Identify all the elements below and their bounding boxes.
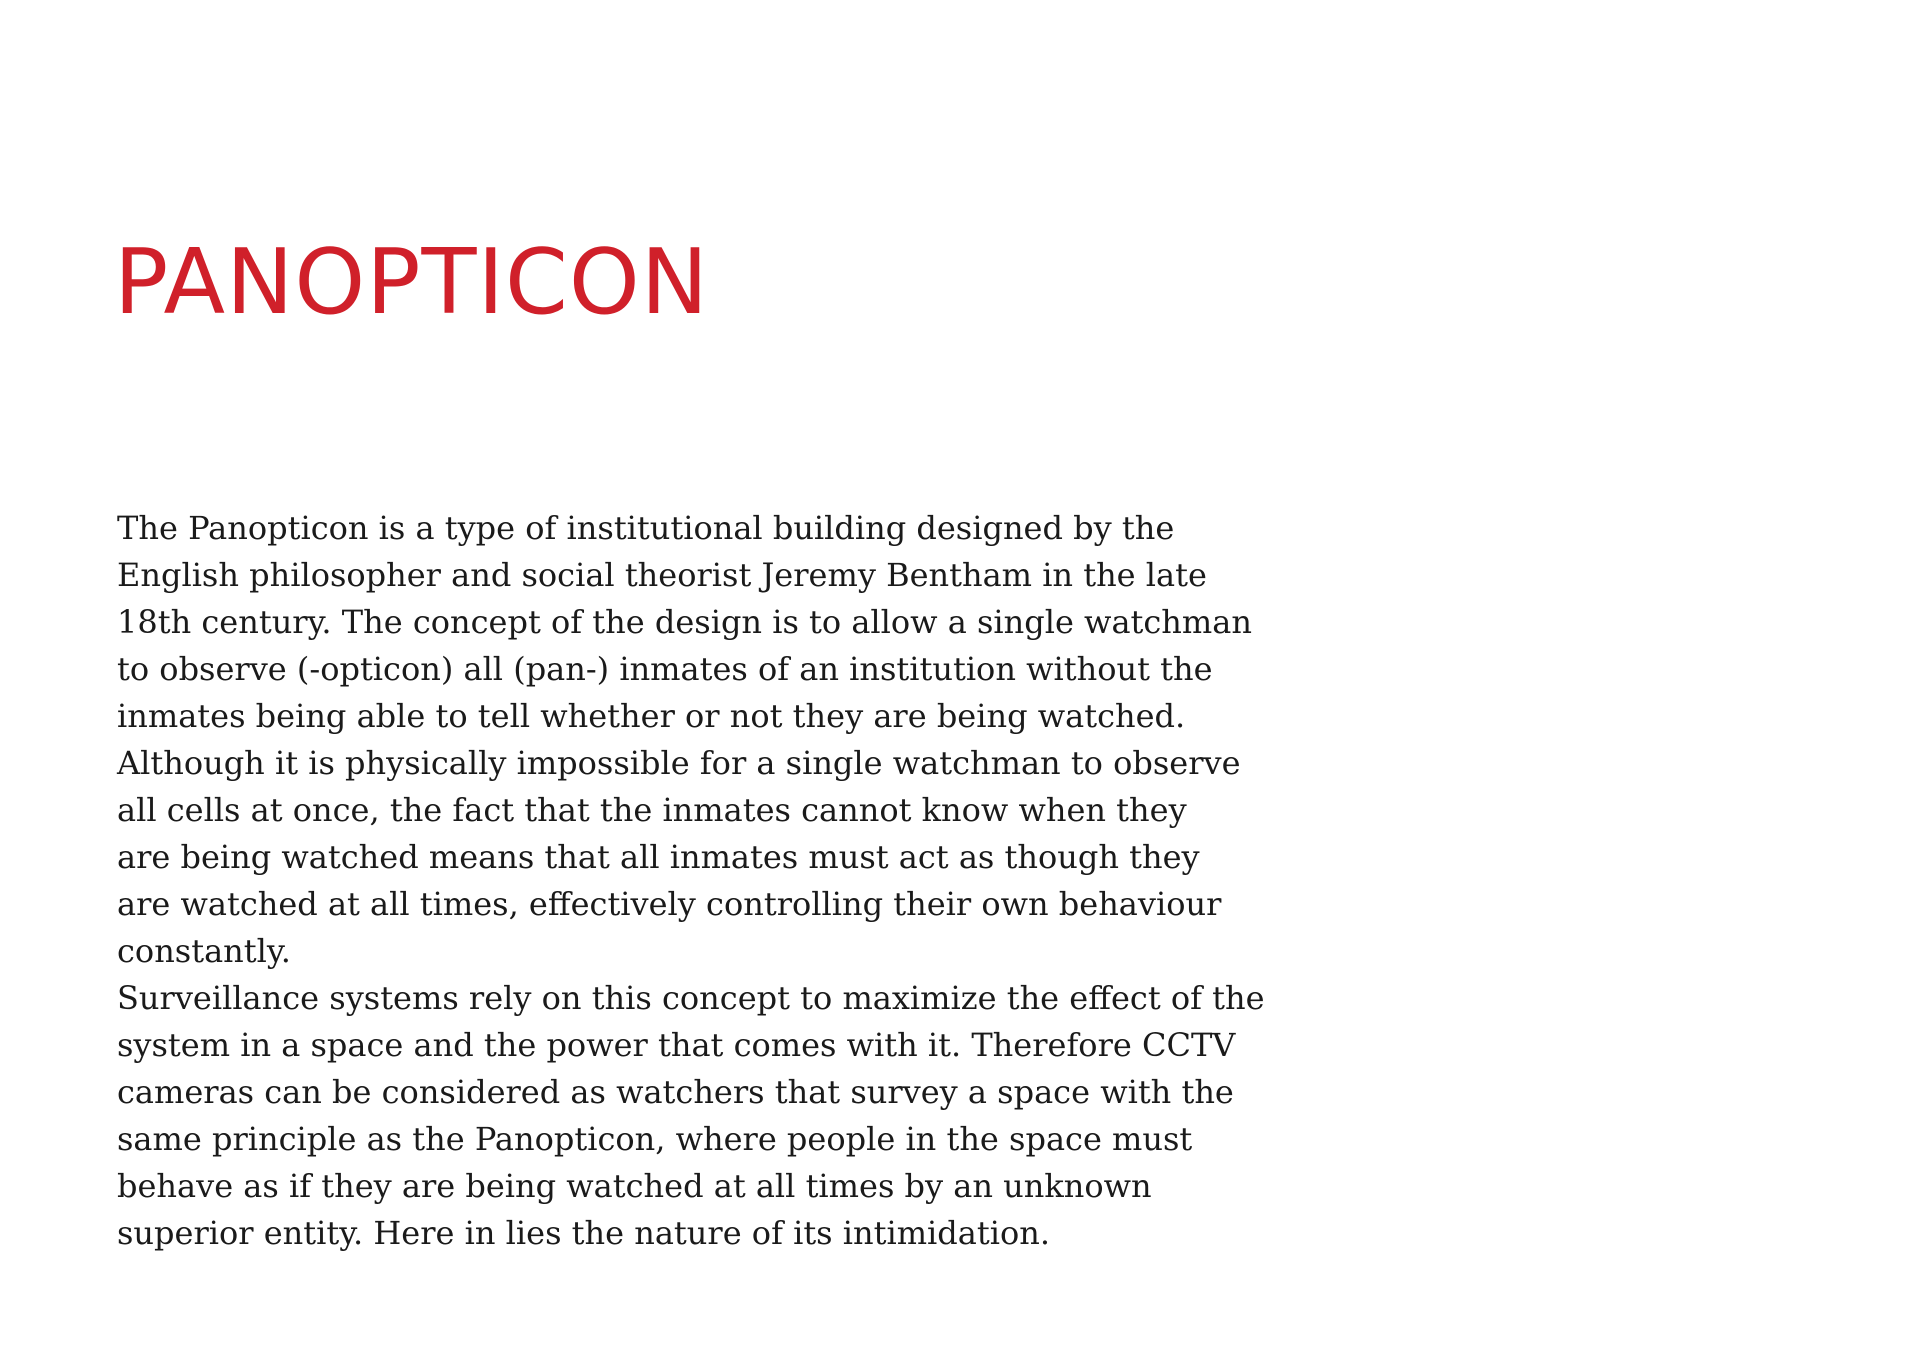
text-line: to observe (-opticon) all (pan-) inmates of an institution without the <box>117 650 1213 688</box>
text-line: inmates being able to tell whether or not they are being watched. <box>117 697 1186 735</box>
text-line: are watched at all times, effectively controlling their own behaviour <box>117 885 1222 923</box>
text-line: are being watched means that all inmates must act as though they <box>117 838 1200 876</box>
body-paragraphs <box>117 505 1265 1257</box>
text-line: 18th century. The concept of the design is to allow a single watchman <box>117 603 1252 641</box>
text-line: Surveillance systems rely on this concept to maximize the effect of the <box>117 979 1265 1017</box>
text-line: cameras can be considered as watchers that survey a space with the <box>117 1073 1234 1111</box>
page-title: PANOPTICON <box>114 230 710 335</box>
text-line: English philosopher and social theorist Jeremy Bentham in the late <box>117 556 1207 594</box>
text-line: superior entity. Here in lies the nature of its intimidation. <box>117 1214 1050 1252</box>
text-line: constantly. <box>117 932 291 970</box>
text-line: The Panopticon is a type of institutional building designed by the <box>117 509 1175 547</box>
text-line: behave as if they are being watched at all times by an unknown <box>117 1167 1152 1205</box>
text-line: all cells at once, the fact that the inmates cannot know when they <box>117 791 1187 829</box>
text-line: Although it is physically impossible for a single watchman to observe <box>117 744 1241 782</box>
text-line: same principle as the Panopticon, where people in the space must <box>117 1120 1193 1158</box>
text-line: system in a space and the power that comes with it. Therefore CCTV <box>117 1026 1236 1064</box>
